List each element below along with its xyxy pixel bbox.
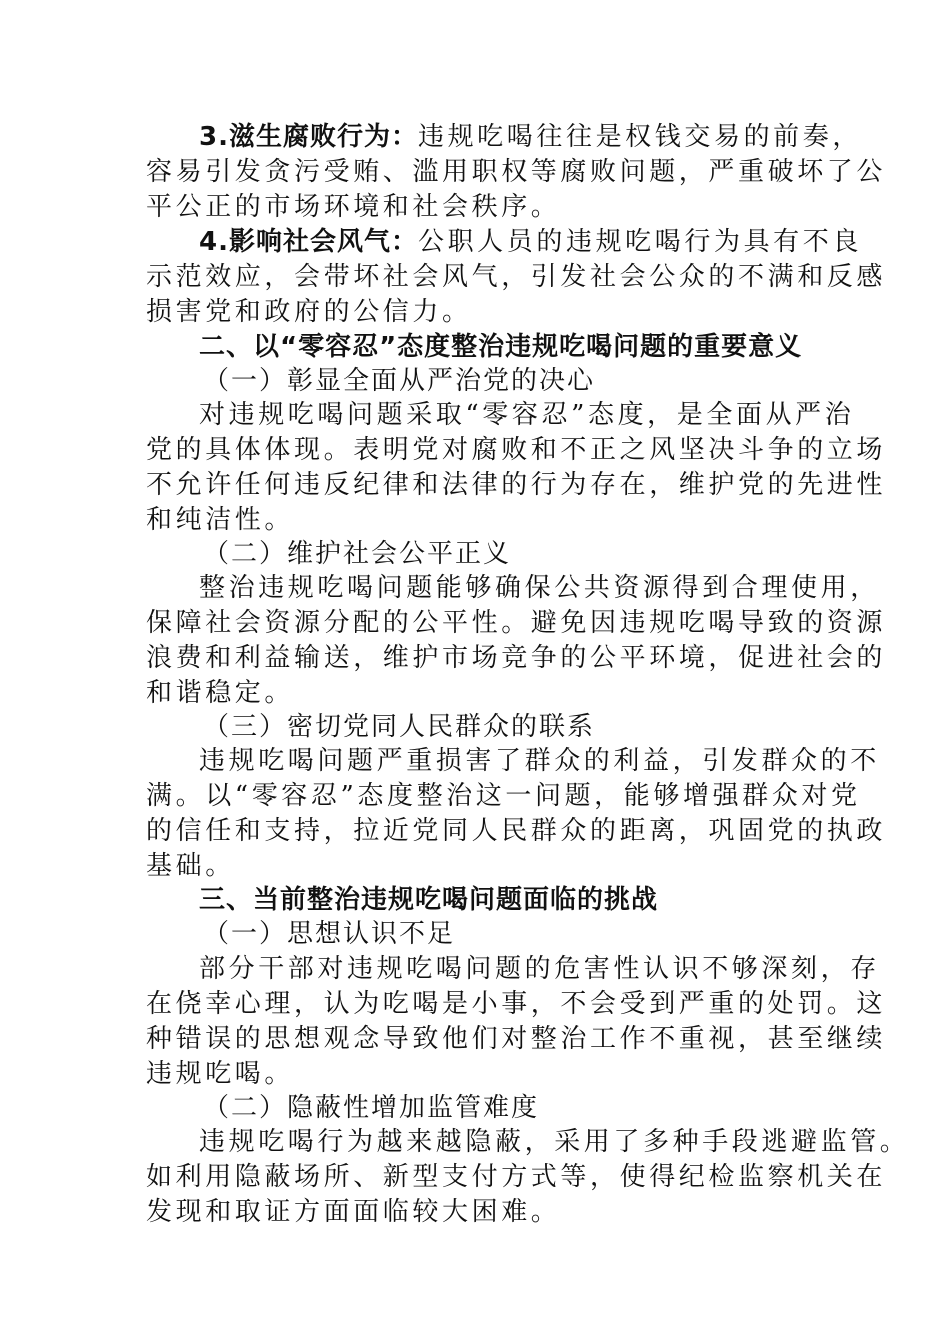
section-2-sub-2-title: （二）维护社会公平正义 [203,539,512,569]
paragraph-line: 对违规吃喝问题采取“零容忍”态度，是全面从严治 [199,400,855,430]
paragraph-line: 基础。 [146,851,235,881]
item-4-text: 公职人员的违规吃喝行为具有不良 [417,227,862,257]
section-2-heading: 二、以“零容忍”态度整治违规吃喝问题的重要意义 [199,332,803,362]
paragraph-line: 违规吃喝问题严重损害了群众的利益，引发群众的不 [199,746,880,776]
paragraph-line: 党的具体体现。表明党对腐败和不正之风坚决斗争的立场 [146,435,887,465]
paragraph-line: 在侥幸心理，认为吃喝是小事，不会受到严重的处罚。这 [146,989,887,1019]
paragraph-line: 部分干部对违规吃喝问题的危害性认识不够深刻，存 [199,954,880,984]
paragraph-line: 违规吃喝行为越来越隐蔽，采用了多种手段逃避监管。 [199,1127,910,1157]
item-4-line-1 [199,225,879,259]
paragraph-line: 容易引发贪污受贿、滥用职权等腐败问题，严重破坏了公 [146,157,887,187]
section-2-sub-1-title: （一）彰显全面从严治党的决心 [203,366,596,396]
paragraph-line: 的信任和支持，拉近党同人民群众的距离，巩固党的执政 [146,816,887,846]
item-3-line-1 [199,120,879,154]
paragraph-line: 违规吃喝。 [146,1059,295,1089]
paragraph-line: 和纯洁性。 [146,505,295,535]
section-3-sub-2-title: （二）隐蔽性增加监管难度 [203,1093,540,1123]
paragraph-line: 整治违规吃喝问题能够确保公共资源得到合理使用， [199,573,880,603]
paragraph-line: 不允许任何违反纪律和法律的行为存在，维护党的先进性 [146,470,887,500]
section-3-heading: 三、当前整治违规吃喝问题面临的挑战 [199,885,659,915]
paragraph-line: 浪费和利益输送，维护市场竞争的公平环境，促进社会的 [146,643,887,673]
item-3-lead: 3.滋生腐败行为： [199,122,418,152]
paragraph-line: 示范效应，会带坏社会风气，引发社会公众的不满和反感 [146,262,887,292]
paragraph-line: 发现和取证方面面临较大困难。 [146,1197,561,1227]
paragraph-line: 损害党和政府的公信力。 [146,297,472,327]
paragraph-line: 保障社会资源分配的公平性。避免因违规吃喝导致的资源 [146,608,887,638]
section-2-sub-3-title: （三）密切党同人民群众的联系 [203,712,596,742]
item-4-lead: 4.影响社会风气： [199,227,418,257]
paragraph-line: 平公正的市场环境和社会秩序。 [146,192,561,222]
item-3-text: 违规吃喝往往是权钱交易的前奏， [417,122,862,152]
paragraph-line: 和谐稳定。 [146,678,295,708]
paragraph-line: 种错误的思想观念导致他们对整治工作不重视，甚至继续 [146,1024,887,1054]
paragraph-line: 如利用隐蔽场所、新型支付方式等，使得纪检监察机关在 [146,1162,887,1192]
section-3-sub-1-title: （一）思想认识不足 [203,919,456,949]
paragraph-line: 满。以“零容忍”态度整治这一问题，能够增强群众对党 [146,781,861,811]
